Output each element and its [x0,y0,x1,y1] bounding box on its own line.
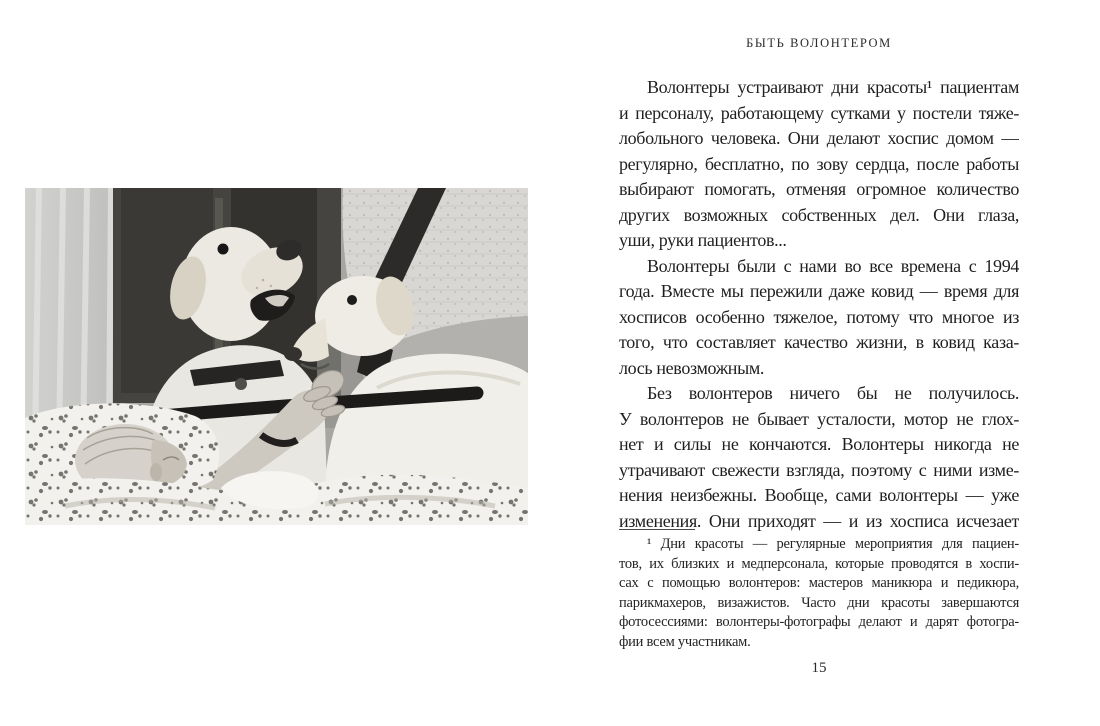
text-line: Без волонтеров ничего бы не получилось. [647,383,1019,403]
right-page [550,0,1100,726]
text-line: фии всем участникам. [619,633,751,650]
text-line: фотосессиями: волонтеры-фотографы делают и дарят фотогра- [619,614,1019,631]
photo-image [25,188,528,525]
text-line: хосписов особенно тяжелое, потому что многое из [619,306,1019,327]
text-line: ¹ Дни красоты — регулярные мероприятия для пациен- [647,536,1019,552]
text-line: Волонтеры устраивают дни красоты¹ пациентам [647,77,1019,97]
text-line: лобольного человека. Они делают хоспис домом — [619,128,1019,148]
text-line: изменения. Они приходят — и из хосписа исчезает [619,510,1019,531]
text-line: Волонтеры были с нами во все времена с 1994 [647,255,1019,276]
text-line: выбирают помогать, отменяя огромное количество [619,179,1019,199]
footnote-text [619,535,1019,653]
text-line: У волонтеров не бывает усталости, мотор не глох- [619,408,1019,429]
text-line: нения неизбежны. Вообще, сами волонтеры — уже [619,485,1019,505]
text-line: парикмахеров, визажистов. Часто дни красоты завершаются [619,594,1019,611]
text-line: нет и силы не кончаются. Волонтеры никогда не [619,434,1019,454]
running-head: БЫТЬ ВОЛОНТЕРОМ [746,36,892,50]
text-line: года. Вместе мы пережили даже ковид — время для [619,281,1019,301]
footnote-separator [619,529,695,530]
text-line: утрачивают свежести взгляда, поэтому с ними изме- [619,459,1019,480]
text-line: уши, руки пациентов... [619,230,787,250]
text-line: и персоналу, работающему сутками у постели тяже- [619,102,1019,123]
text-line: тов, их близких и медперсонала, которые проводятся в хоспи- [619,555,1019,572]
text-line: регулярно, бесплатно, по зову сердца, после работы [619,153,1019,174]
text-line: других возможных собственных дел. Они глаза, [619,204,1019,225]
text-line: сах с помощью волонтеров: мастеров маникюра и педикюра, [619,575,1019,592]
text-line: того, что составляет качество жизни, в ковид каза- [619,332,1019,352]
page-number: 15 [811,660,827,676]
body-text [619,75,1019,534]
photo-dogs-hospice [25,188,528,525]
text-line: лось невозможным. [619,357,765,378]
